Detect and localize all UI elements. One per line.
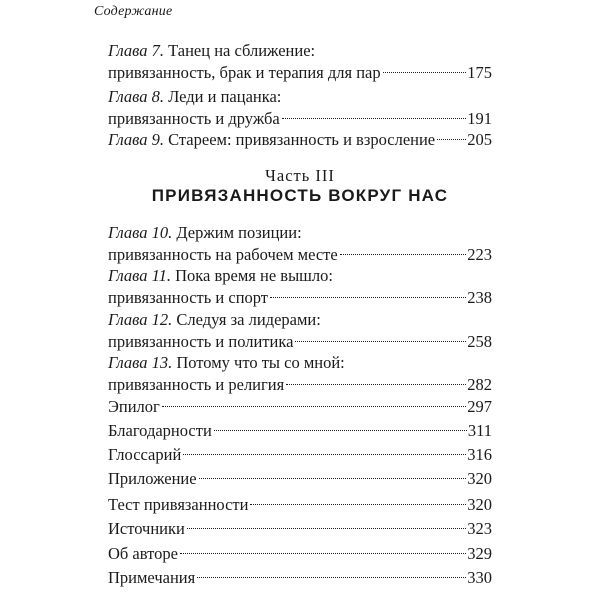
toc-entry-chapter-8[interactable] [108,86,492,130]
toc-entry-about-author[interactable] [108,543,492,565]
page-number: 297 [467,397,492,416]
part-title: ПРИВЯЗАННОСТЬ ВОКРУГ НАС [151,186,449,205]
chapter-label: Глава 11. [108,266,171,285]
dot-leader [162,406,466,407]
dot-leader [250,504,466,505]
entry-title: Глоссарий [108,445,182,464]
chapter-label: Глава 10. [108,223,173,242]
chapter-label: Глава 12. [108,310,173,329]
toc-entry-sources[interactable] [108,518,492,540]
page-number: 282 [467,375,492,394]
chapter-title: Леди и пацанка: [168,87,282,106]
chapter-subtitle: привязанность на рабочем месте [108,245,338,264]
entry-title: Об авторе [108,544,178,563]
dot-leader [197,577,466,578]
entry-title: Эпилог [108,397,160,416]
page-number: 175 [467,63,492,82]
dot-leader [295,341,466,342]
entry-title: Приложение [108,469,197,488]
toc-entry-appendix[interactable] [108,468,492,490]
dot-leader [286,384,466,385]
toc-entry-glossary[interactable] [108,444,492,466]
toc-entry-chapter-7[interactable] [108,40,492,84]
dot-leader [282,118,467,119]
chapter-title: Танец на сближение: [168,41,316,60]
dot-leader [340,254,467,255]
page-number: 258 [467,332,492,351]
chapter-label: Глава 13. [108,353,173,372]
dot-leader [270,297,466,298]
dot-leader [214,430,467,431]
dot-leader [383,72,467,73]
page-number: 323 [467,519,492,538]
page-number: 311 [467,421,492,440]
chapter-title: Стареем: привязанность и взросление [168,130,436,149]
entry-title: Источники [108,519,185,538]
page-number: 238 [467,288,492,307]
dot-leader [180,553,466,554]
chapter-subtitle: привязанность и дружба [108,109,280,128]
chapter-label: Глава 9. [108,130,164,149]
chapter-subtitle: привязанность и религия [108,375,285,394]
entry-title: Благодарности [108,421,212,440]
chapter-subtitle: привязанность, брак и терапия для пар [108,63,381,82]
toc-entry-notes[interactable] [108,567,492,589]
page-number: 320 [467,495,492,514]
toc-entry-chapter-12[interactable] [108,309,492,353]
dot-leader [187,528,466,529]
page-number: 320 [467,469,492,488]
chapter-subtitle: привязанность и политика [108,332,294,351]
chapter-title: Пока время не вышло: [175,266,333,285]
chapter-title: Держим позиции: [176,223,302,242]
chapter-label: Глава 7. [108,41,164,60]
page-number: 330 [467,568,492,587]
running-head: Содержание [94,4,173,19]
dot-leader [199,478,467,479]
toc-entry-chapter-13[interactable] [108,352,492,396]
toc-entry-chapter-10[interactable] [108,222,492,266]
chapter-title: Потому что ты со мной: [176,353,345,372]
entry-title: Тест привязанности [108,495,249,514]
toc-entry-epilogue[interactable] [108,396,492,418]
chapter-title: Следуя за лидерами: [176,310,321,329]
toc-entry-attachment-test[interactable] [108,494,492,516]
page-number: 223 [467,245,492,264]
chapter-subtitle: привязанность и спорт [108,288,269,307]
dot-leader [183,454,466,455]
toc-entry-chapter-9[interactable] [108,129,492,151]
page-number: 191 [467,109,492,128]
page-number: 316 [467,445,492,464]
entry-title: Примечания [108,568,196,587]
toc-entry-acknowledgements[interactable] [108,420,492,442]
part-label: Часть III [265,166,335,185]
dot-leader [437,139,466,140]
toc-entry-chapter-11[interactable] [108,265,492,309]
page-number: 329 [467,544,492,563]
page-number: 205 [467,130,492,149]
chapter-label: Глава 8. [108,87,164,106]
